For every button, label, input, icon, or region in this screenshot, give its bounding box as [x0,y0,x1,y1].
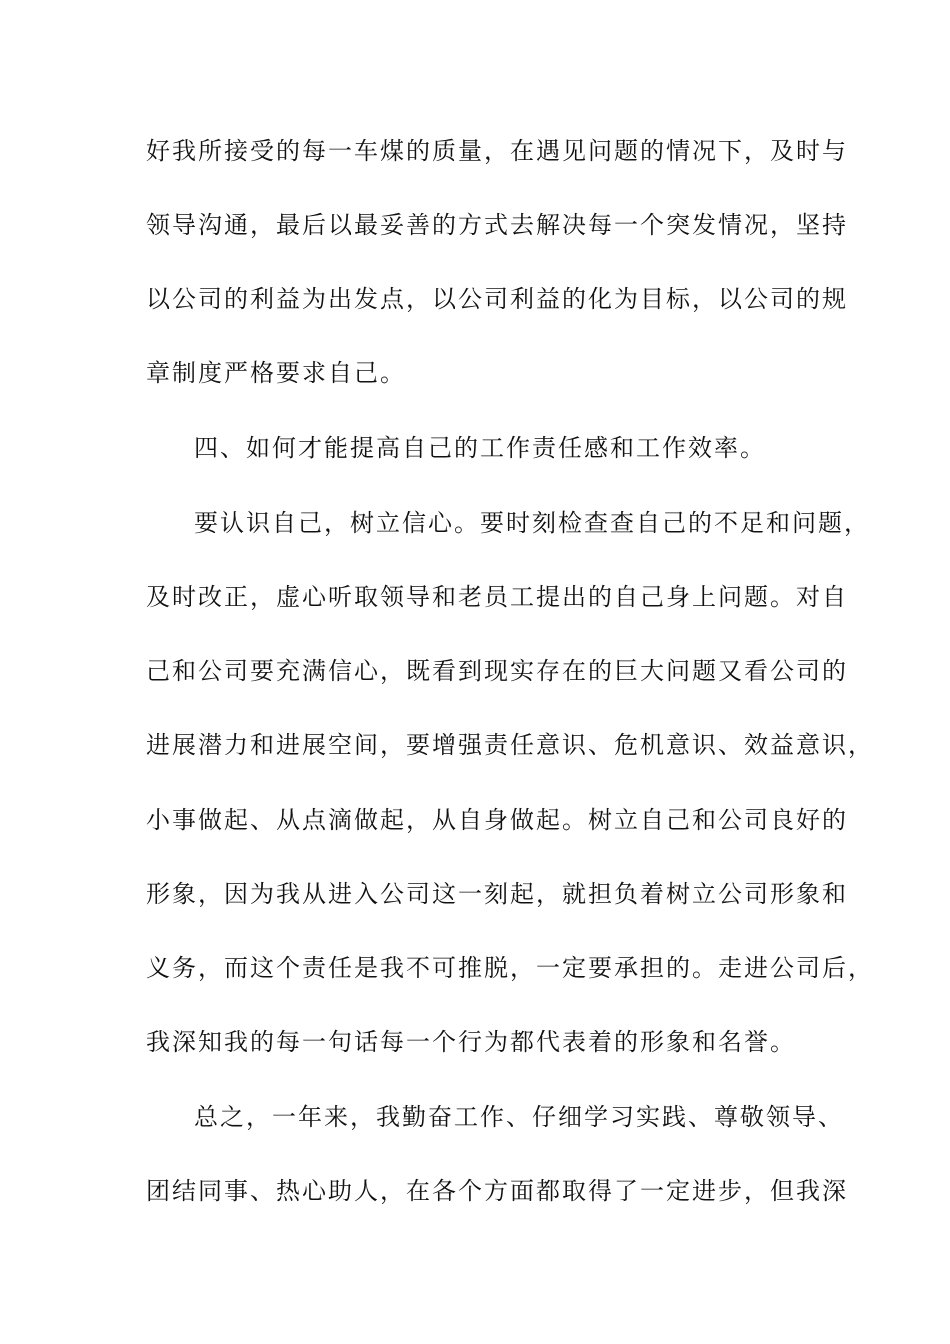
text-line: 及时改正，虚心听取领导和老员工提出的自己身上问题。对自 [146,583,848,611]
text-line: 以公司的利益为出发点，以公司利益的化为目标，以公司的规 [146,285,848,313]
text-line: 我深知我的每一句话每一个行为都代表着的形象和名誉。 [146,1028,796,1056]
text-line: 己和公司要充满信心，既看到现实存在的巨大问题又看公司的 [146,657,848,685]
text-line: 章制度严格要求自己。 [146,359,406,387]
text-line: 好我所接受的每一车煤的质量，在遇见问题的情况下，及时与 [146,137,848,165]
text-line: 义务，而这个责任是我不可推脱，一定要承担的。走进公司后， [146,954,874,982]
text-line: 形象，因为我从进入公司这一刻起，就担负着树立公司形象和 [146,880,848,908]
paragraph-start: 总之，一年来，我勤奋工作、仔细学习实践、尊敬领导、 [194,1103,844,1131]
text-line: 团结同事、热心助人，在各个方面都取得了一定进步，但我深 [146,1177,848,1205]
text-line: 小事做起、从点滴做起，从自身做起。树立自己和公司良好的 [146,806,848,834]
text-line: 领导沟通，最后以最妥善的方式去解决每一个突发情况，坚持 [146,211,848,239]
section-heading: 四、如何才能提高自己的工作责任感和工作效率。 [194,434,766,462]
paragraph-start: 要认识自己，树立信心。要时刻检查查自己的不足和问题， [194,509,870,537]
text-line: 进展潜力和进展空间，要增强责任意识、危机意识、效益意识， [146,731,874,759]
